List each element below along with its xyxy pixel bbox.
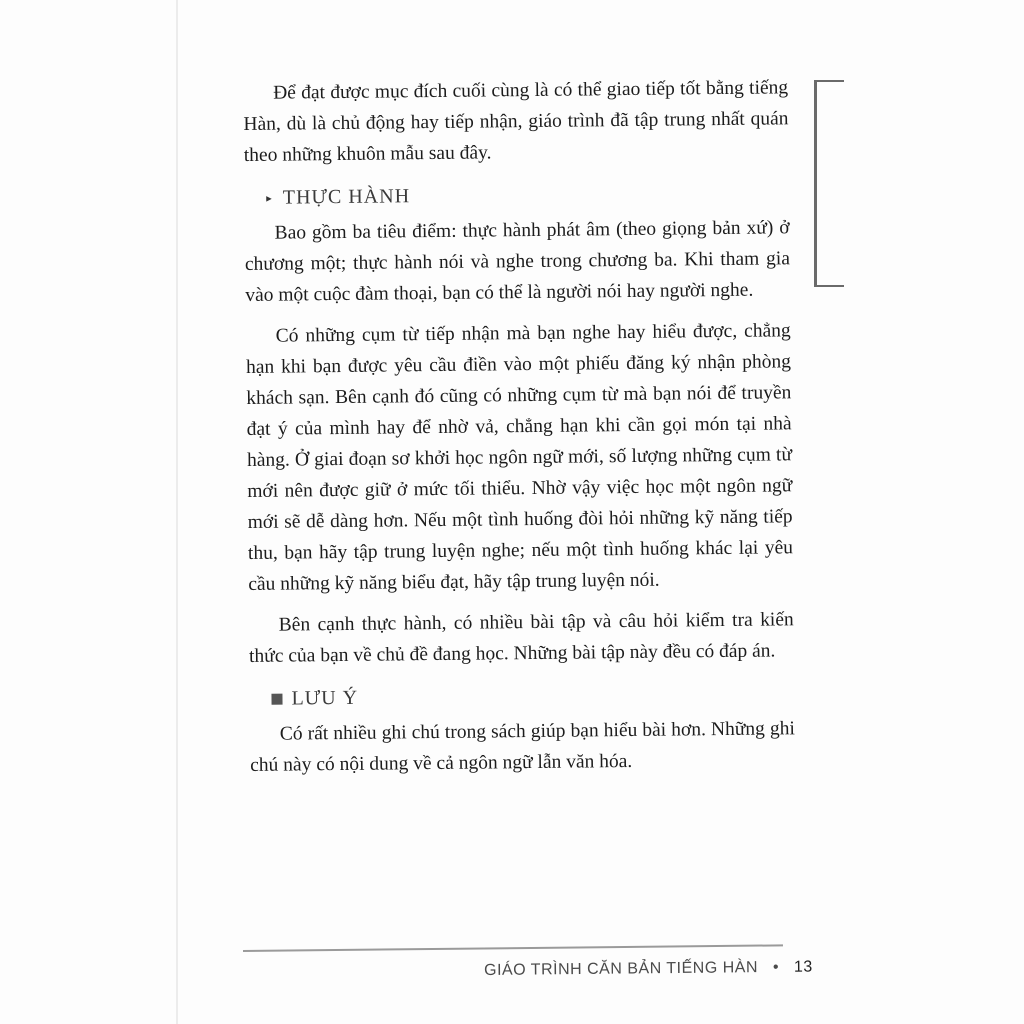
intro-paragraph: Để đạt được mục đích cuối cùng là có thể giao tiếp tốt bằng tiếng Hàn, dù là chủ động hay tiếp nhận, giáo trình đã tập trung nhất quán theo những khuôn mẫu sau đây.	[243, 77, 789, 166]
practice-paragraph-1: Bao gồm ba tiêu điểm: thực hành phát âm (theo giọng bản xứ) ở chương một; thực hành nói và nghe trong chương ba. Khi tham gia vào một cuộc đàm thoại, bạn có thể là người nói hay người nghe.	[244, 217, 791, 306]
running-footer	[484, 959, 813, 980]
triangle-bullet-icon: ▸	[266, 192, 273, 205]
note-heading	[271, 682, 794, 710]
footer-separator: •	[772, 958, 780, 976]
practice-paragraph-2: Có những cụm từ tiếp nhận mà bạn nghe hay hiểu được, chẳng hạn khi bạn được yêu cầu điền vào một phiếu đăng ký nhận phòng khách sạn. Bên cạnh đó cũng có những cụm từ mà bạn nói để truyền đạt ý của mình hay để nhờ vả, chẳng hạn khi cần gọi món tại nhà hàng. Ở giai đoạn sơ khởi học ngôn ngữ mới, số lượng những cụm từ mới nên được giữ ở mức tối thiểu. Nhờ vậy việc học một ngôn ngữ mới sẽ dễ dàng hơn. Nếu một tình huống đòi hỏi những kỹ năng tiếp thu, bạn hãy tập trung luyện nghe; nếu một tình huống khác lại yêu cầu những kỹ năng biểu đạt, hãy tập trung luyện nói.	[245, 320, 794, 595]
footer-book-title: GIÁO TRÌNH CĂN BẢN TIẾNG HÀN	[484, 959, 759, 979]
page-number: 13	[793, 958, 813, 976]
note-heading-text: LƯU Ý	[291, 686, 359, 710]
practice-heading-text: THỰC HÀNH	[282, 185, 411, 209]
practice-paragraph-3: Bên cạnh thực hành, có nhiều bài tập và câu hỏi kiểm tra kiến thức của bạn về chủ đề đang học. Những bài tập này đều có đáp án.	[248, 609, 794, 667]
margin-bracket-mark	[814, 80, 844, 287]
practice-heading	[266, 181, 789, 209]
square-bullet-icon	[271, 694, 282, 705]
note-paragraph: Có rất nhiều ghi chú trong sách giúp bạn hiểu bài hơn. Những ghi chú này có nội dung về cả ngôn ngữ lẫn văn hóa.	[250, 718, 795, 776]
page-body	[243, 72, 795, 791]
page-gutter-edge	[176, 0, 178, 1024]
footer-divider	[243, 944, 783, 952]
